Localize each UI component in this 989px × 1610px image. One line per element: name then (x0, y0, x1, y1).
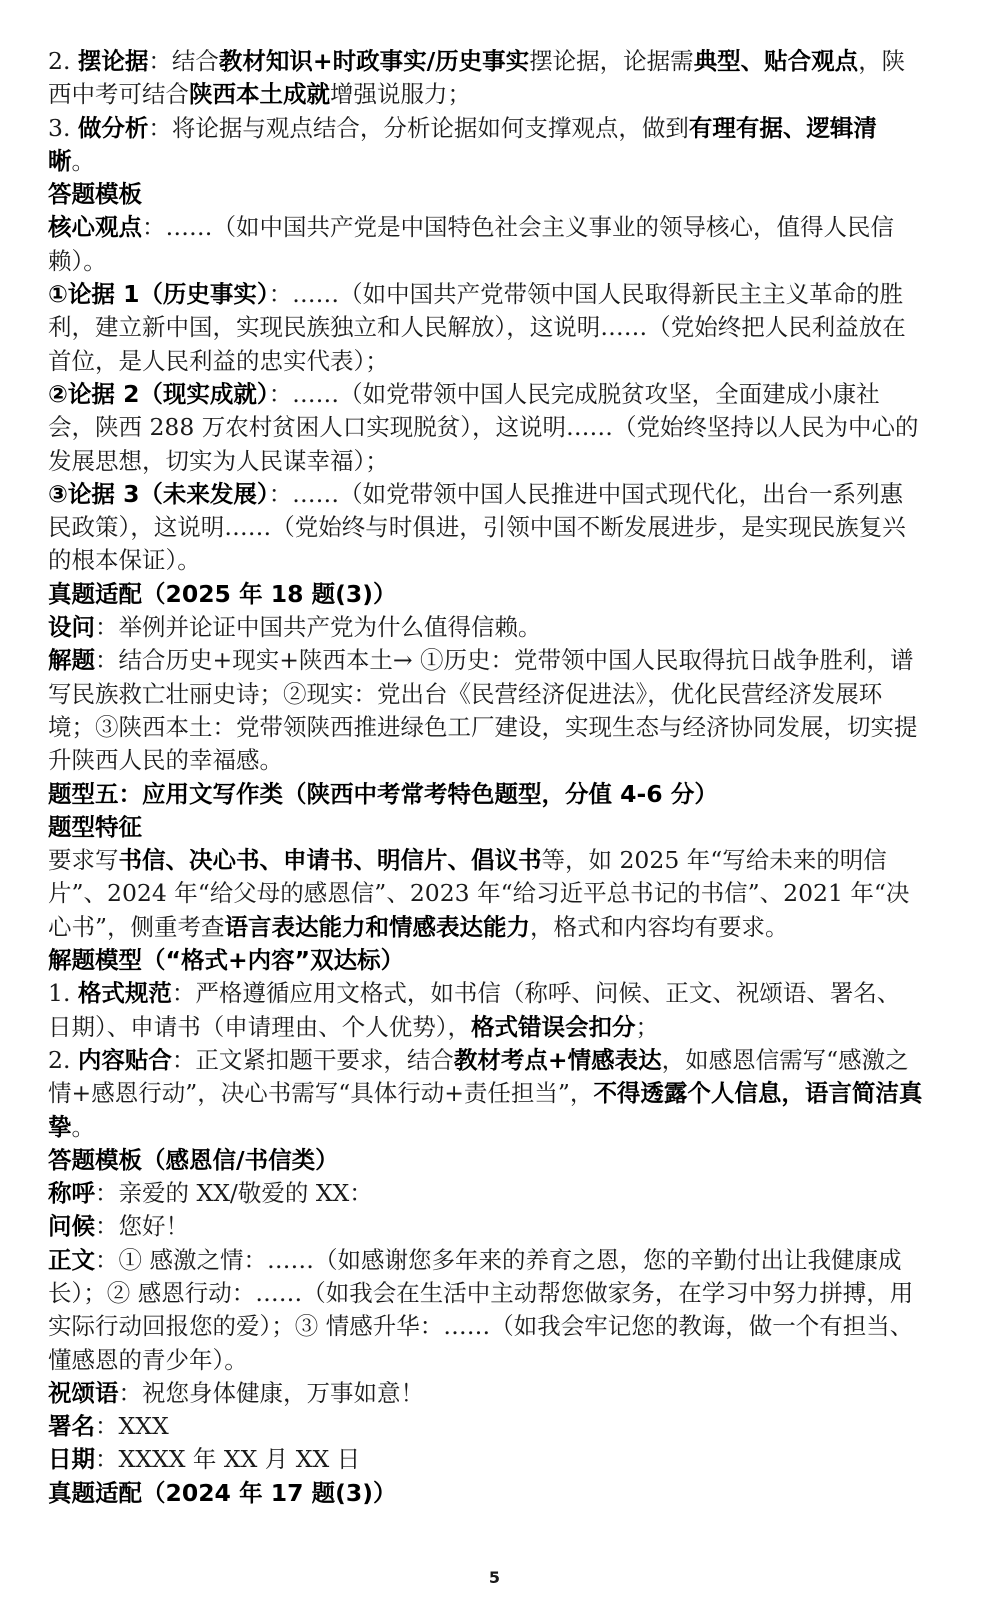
page-number: 5 (488, 1568, 501, 1587)
emphasis: 典型、贴合观点 (693, 47, 859, 75)
argument-1 (48, 278, 923, 378)
text: ； (635, 1012, 659, 1041)
item-label: 内容贴合 (77, 1045, 172, 1074)
letter-greeting (48, 1210, 923, 1243)
text: ：① 感激之情：……（如感谢您多年来的养育之恩，您的辛勤付出让我健康成长）；② 感恩行动：……（如我会在生活中主动帮您做家务，在学习中努力拼搏，用实际行动回报您的爱）；③ 情感升华：……（如我会牢记您的教诲，做一个有担当、懂感恩的青少年）。 (48, 1245, 914, 1374)
emphasis: 语言表达能力和情感表达能力 (224, 912, 531, 941)
letter-body (48, 1244, 923, 1377)
text: 。 (71, 146, 95, 175)
text: ：XXXX 年 XX 月 XX 日 (95, 1445, 361, 1474)
label: ③论据 3（未来发展） (48, 479, 269, 508)
text: 要求写 (48, 846, 119, 875)
text: ，如感恩信需写“感激之情+感恩行动”，决心书需写“具体行动+责任担当”， (48, 1045, 909, 1108)
label: 称呼 (48, 1179, 95, 1208)
text: ：严格遵循应用文格式，如书信（称呼、问候、正文、祝颂语、署名、日期）、申请书（申请理由、个人优势）， (48, 979, 901, 1041)
model-item-1 (48, 977, 923, 1044)
section-heading: 答题模板（感恩信/书信类） (48, 1145, 339, 1174)
core-viewpoint (48, 211, 923, 278)
item-number: 2. (48, 1045, 71, 1074)
label: 署名 (48, 1412, 95, 1441)
label: 正文 (48, 1245, 95, 1274)
item-label: 格式规范 (77, 979, 172, 1008)
emphasis: 格式错误会扣分 (471, 1012, 636, 1041)
section-heading: 题型特征 (48, 812, 142, 841)
text: ：XXX (95, 1412, 169, 1441)
label: 设问 (48, 613, 95, 642)
letter-date (48, 1443, 923, 1476)
section-heading: 题型五：应用文写作类（陕西中考常考特色题型，分值 4-6 分） (48, 779, 718, 808)
text: 等，如 2025 年“写给未来的明信片”、2024 年“给父母的感恩信”、2023 年“给习近平总书记的书信”、2021 年“决心书”，侧重考查 (48, 846, 910, 941)
label: 日期 (48, 1445, 95, 1474)
text: ：举例并论证中国共产党为什么值得信赖。 (95, 613, 542, 642)
text: ：结合 (148, 47, 219, 75)
text: ：祝您身体健康，万事如意！ (118, 1378, 424, 1407)
solution (48, 644, 923, 777)
paragraph-present-evidence (48, 45, 923, 112)
text: ：将论据与观点结合，分析论据如何支撑观点，做到 (148, 113, 689, 142)
question (48, 611, 923, 644)
argument-2 (48, 378, 923, 478)
label: ②论据 2（现实成就） (48, 379, 269, 408)
text: ：正文紧扣题干要求，结合 (171, 1045, 454, 1074)
emphasis: 教材考点+情感表达 (453, 1045, 662, 1074)
item-label: 摆论据 (77, 47, 149, 75)
text: ：……（如党带领中国人民推进中国式现代化，出台一系列惠民政策），这说明……（党始终与时俱进，引领中国不断发展进步，是实现民族复兴的根本保证）。 (48, 479, 906, 575)
text: ：……（如中国共产党带领中国人民取得新民主主义革命的胜利，建立新中国，实现民族独立和人民解放），这说明……（党始终把人民利益放在首位，是人民利益的忠实代表）； (48, 280, 906, 375)
text: ，格式和内容均有要求。 (530, 912, 789, 941)
text: ：……（如中国共产党是中国特色社会主义事业的领导核心，值得人民信赖）。 (48, 213, 894, 275)
label: ①论据 1（历史事实） (48, 280, 269, 309)
letter-signature (48, 1410, 923, 1443)
item-number: 1. (48, 979, 71, 1008)
section-heading: 真题适配（2024 年 17 题(3)） (48, 1478, 397, 1507)
label: 祝颂语 (48, 1378, 119, 1407)
label: 核心观点 (48, 213, 142, 242)
letter-salutation (48, 1177, 923, 1210)
text: 。 (71, 1112, 95, 1141)
emphasis: 不得透露个人信息，语言简洁真挚 (48, 1079, 923, 1141)
emphasis: 书信、决心书、申请书、明信片、倡议书 (118, 846, 542, 875)
text: 摆论据，论据需 (529, 47, 694, 75)
document-body (48, 45, 923, 1510)
emphasis: 陕西本土成就 (189, 80, 330, 109)
item-number: 3. (48, 113, 71, 142)
section-heading: 真题适配（2025 年 18 题(3)） (48, 579, 397, 608)
emphasis: 教材知识+时政事实/历史事实 (218, 47, 530, 75)
feature-paragraph (48, 844, 923, 944)
label: 问候 (48, 1212, 95, 1241)
text: 增强说服力； (330, 80, 471, 109)
item-label: 做分析 (77, 113, 149, 142)
section-heading: 答题模板 (48, 180, 142, 209)
emphasis: 有理有据、逻辑清晰 (48, 113, 877, 175)
label: 解题 (48, 646, 95, 675)
text: ：结合历史+现实+陕西本土→ ①历史：党带领中国人民取得抗日战争胜利，谱写民族救亡壮丽史诗；②现实：党出台《民营经济促进法》，优化民营经济发展环境；③陕西本土：党带领陕西推进绿色工厂建设，实现生态与经济协同发展，切实提升陕西人民的幸福感。 (48, 646, 918, 775)
letter-wish (48, 1377, 923, 1410)
argument-3 (48, 478, 923, 578)
text: ：您好！ (95, 1212, 189, 1241)
paragraph-analysis (48, 112, 923, 179)
text: ，陕西中考可结合 (48, 47, 906, 109)
text: ：亲爱的 XX/敬爱的 XX： (95, 1179, 373, 1208)
item-number: 2. (48, 47, 71, 75)
text: ：……（如党带领中国人民完成脱贫攻坚，全面建成小康社会，陕西 288 万农村贫困人口实现脱贫），这说明……（党始终坚持以人民为中心的发展思想，切实为人民谋幸福）； (48, 379, 919, 475)
section-heading: 解题模型（“格式+内容”双达标） (48, 946, 405, 975)
model-item-2 (48, 1044, 923, 1144)
